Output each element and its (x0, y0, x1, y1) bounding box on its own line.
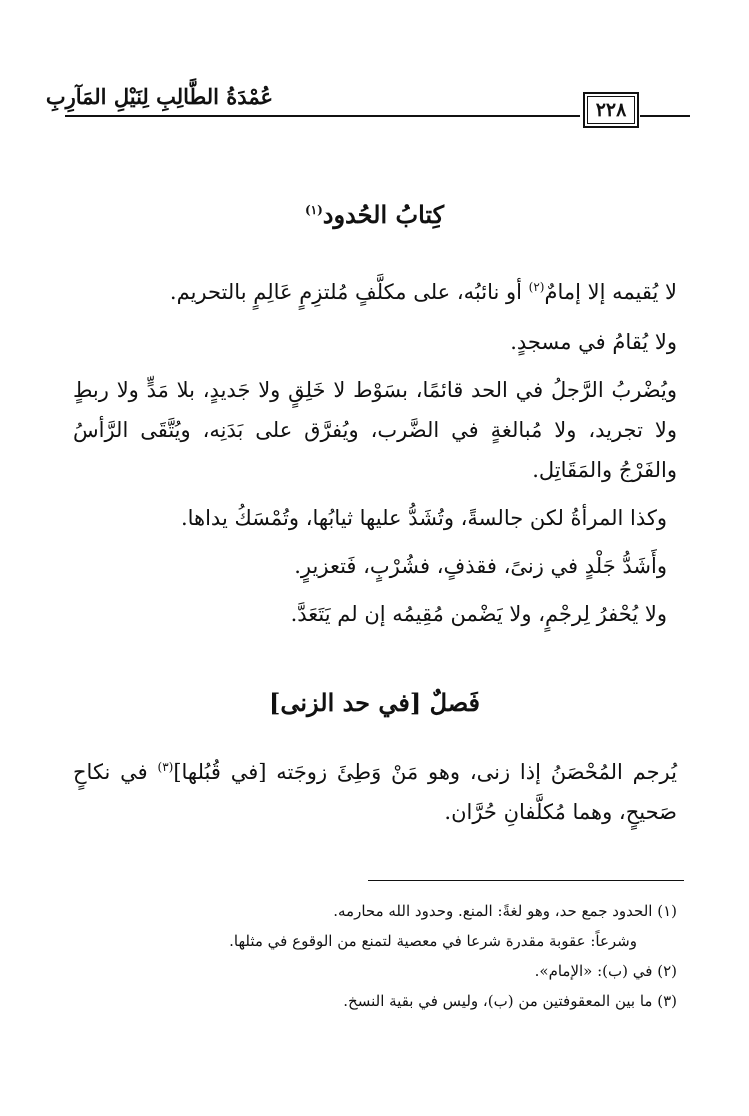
footnote-1-continuation: وشرعاً: عقوبة مقدرة شرعا في معصية لتمنع من الوقوع في مثلها. (229, 932, 637, 950)
footnote-separator (368, 880, 684, 881)
footnote-ref: (١) (304, 203, 323, 217)
paragraph: يُرجم المُحْصَنُ إذا زنى، وهو مَنْ وَطِئَ زوجَته [في قُبُلها]$^{(٣)}$ في نكاحٍ صَحيحٍ، وهما مُكلَّفانِ حُرَّان. (73, 760, 677, 824)
section-body (73, 752, 677, 832)
paragraph: وأَشَدُّ جَلْدٍ في زنىً، فقذفٍ، فشُرْبٍ، فَتعزيرٍ. (294, 554, 667, 578)
header-rule (65, 115, 580, 117)
chapter-title (0, 200, 749, 229)
footnote-ref: (٢) (528, 280, 545, 294)
book-title: عُمْدَةُ الطَّالِبِ لِنَيْلِ المَآرِبِ (47, 80, 279, 114)
running-header (0, 80, 749, 130)
page-number: ٢٢٨ (583, 92, 639, 128)
footnotes (73, 896, 677, 1016)
paragraph: لا يُقيمه إلا إمامٌ$^{(٢)}$ أو نائبُه، على مكلَّفٍ مُلتزِمٍ عَالِمٍ بالتحريم. (169, 280, 677, 304)
paragraph: وكذا المرأةُ لكن جالسةً، وتُشَدُّ عليها ثيابُها، وتُمْسَكُ يداها. (180, 506, 667, 530)
paragraph: ويُضْربُ الرَّجلُ في الحد قائمًا، بسَوْط لا خَلِقٍ ولا جَديدٍ، بلا مَدٍّ ولا ربطٍ ولا تجريد، ولا مُبالغةٍ في الضَّرب، ويُفرَّق على بَدَنِه، ويُتَّقَى الرَّأسُ والفَرْجُ والمَقَاتِل. (73, 378, 677, 482)
footnote-2: (٢) في (ب): «الإمام». (534, 962, 677, 980)
footnote-ref: (٣) (157, 760, 174, 774)
chapter-body (73, 270, 677, 636)
footnote-3: (٣) ما بين المعقوفتين من (ب)، وليس في بقية النسخ. (343, 992, 677, 1010)
paragraph: ولا يُحْفرُ لِرجْمٍ، ولا يَضْمن مُقِيمُه إن لم يَتَعَدَّ. (290, 602, 667, 626)
chapter-title-text: كِتابُ الحُدود (322, 200, 445, 229)
paragraph: ولا يُقامُ في مسجدٍ. (510, 330, 677, 354)
footnote-1: (١) الحدود جمع حد، وهو لغةً: المنع. وحدود الله محارمه. (333, 902, 677, 920)
header-rule (640, 115, 690, 117)
section-title: فَصلٌ [في حد الزنى] (268, 688, 481, 717)
